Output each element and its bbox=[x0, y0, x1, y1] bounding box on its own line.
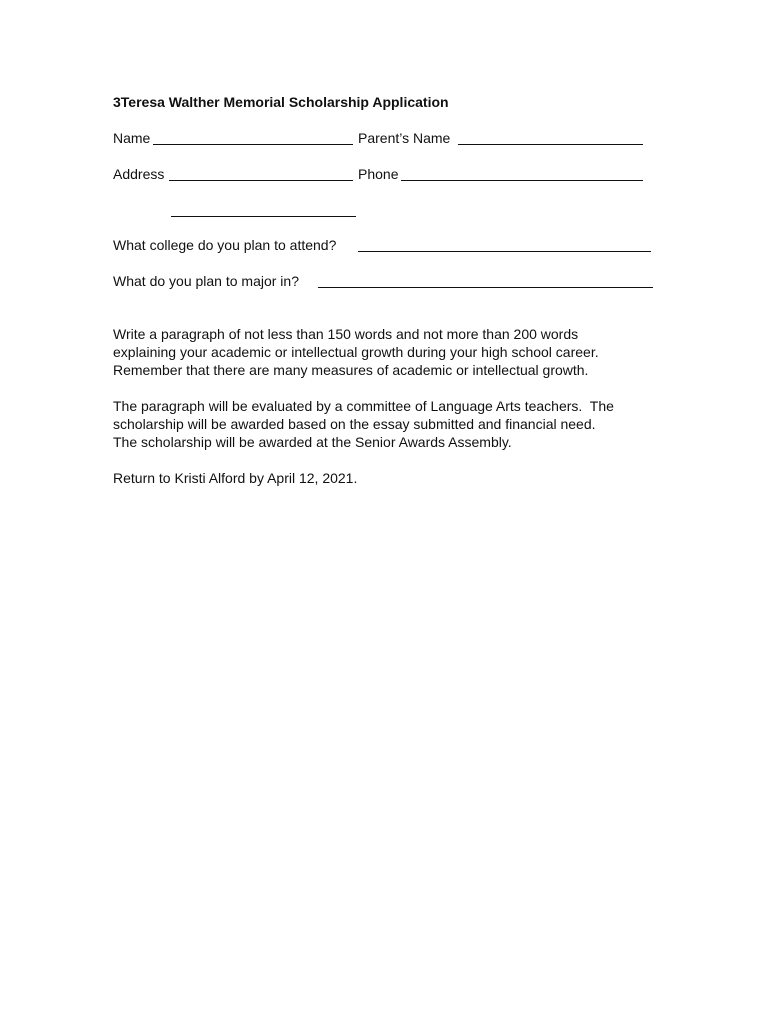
paragraph-1-line: Remember that there are many measures of academic or intellectual growth. bbox=[113, 362, 589, 378]
instructions-paragraph-2 bbox=[113, 397, 673, 451]
college-blank[interactable] bbox=[358, 251, 651, 252]
address-line-2-blank[interactable] bbox=[171, 216, 356, 217]
name-label: Name bbox=[113, 130, 151, 146]
phone-blank[interactable] bbox=[401, 180, 643, 181]
parent-name-blank[interactable] bbox=[458, 144, 643, 145]
major-label: What do you plan to major in? bbox=[113, 273, 299, 289]
paragraph-2-line: scholarship will be awarded based on the essay submitted and financial need. bbox=[113, 416, 596, 432]
major-row bbox=[113, 272, 673, 290]
college-row bbox=[113, 236, 673, 254]
name-row bbox=[113, 129, 673, 147]
parent-name-label: Parent’s Name bbox=[358, 130, 451, 146]
address-line-2-row bbox=[113, 201, 673, 219]
address-blank[interactable] bbox=[169, 180, 353, 181]
major-blank[interactable] bbox=[318, 287, 653, 288]
return-note: Return to Kristi Alford by April 12, 2021. bbox=[113, 470, 358, 486]
address-label: Address bbox=[113, 166, 165, 182]
paragraph-2-line: The paragraph will be evaluated by a committee of Language Arts teachers. The bbox=[113, 398, 614, 414]
name-blank[interactable] bbox=[153, 144, 353, 145]
college-label: What college do you plan to attend? bbox=[113, 237, 337, 253]
instructions-paragraph-1 bbox=[113, 325, 673, 379]
address-row bbox=[113, 165, 673, 183]
paragraph-2-line: The scholarship will be awarded at the Senior Awards Assembly. bbox=[113, 434, 512, 450]
paragraph-1-line: explaining your academic or intellectual growth during your high school career. bbox=[113, 344, 599, 360]
paragraph-1-line: Write a paragraph of not less than 150 words and not more than 200 words bbox=[113, 326, 579, 342]
phone-label: Phone bbox=[358, 166, 399, 182]
form-title: 3Teresa Walther Memorial Scholarship Application bbox=[113, 94, 449, 110]
